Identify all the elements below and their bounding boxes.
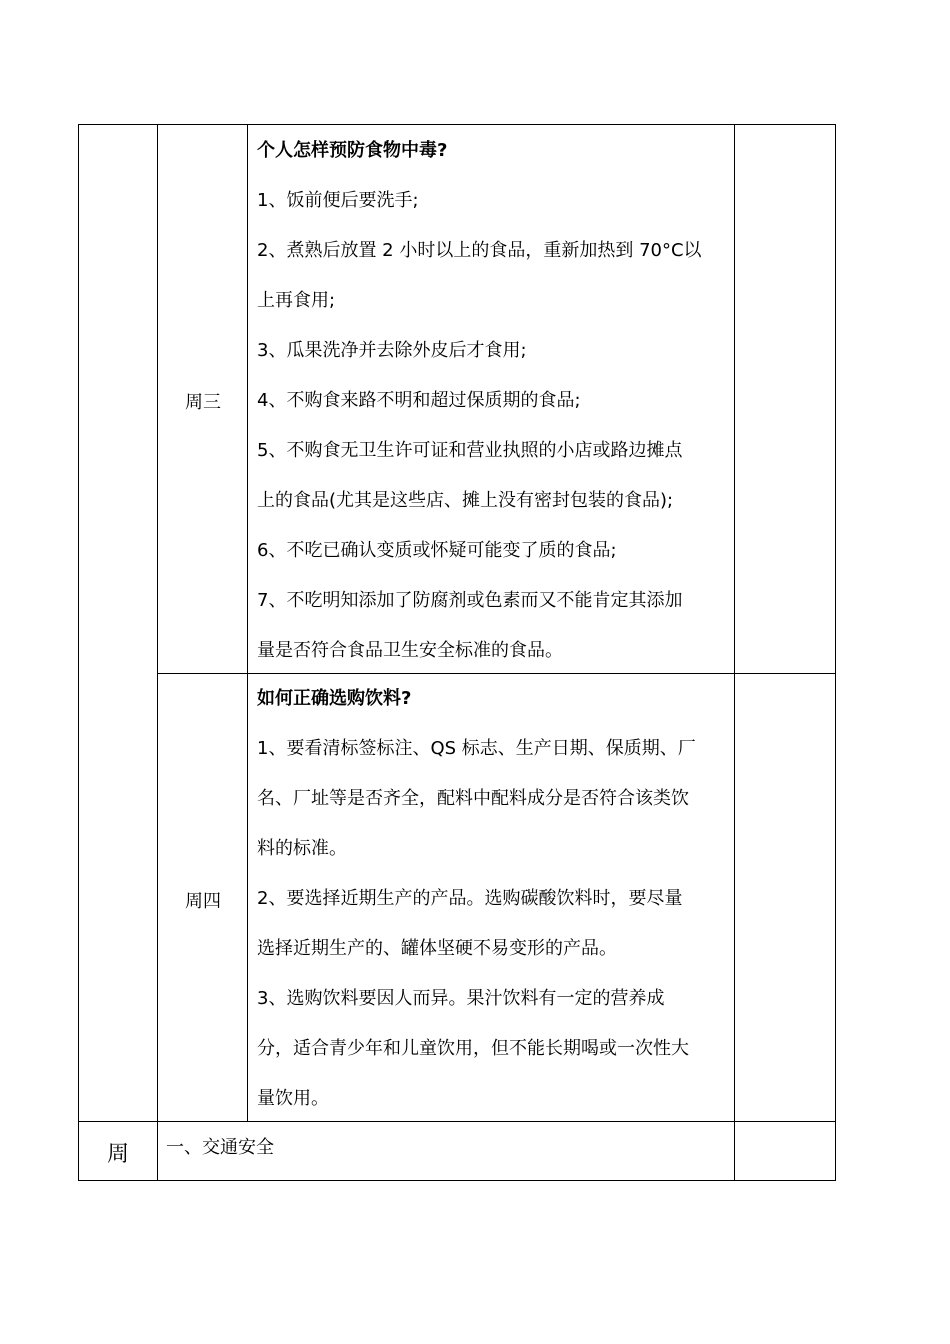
- text-line: 3、选购饮料要因人而异。果汁饮料有一定的营养成: [257, 988, 665, 1009]
- text-line: 1、要看清标签标注、QS 标志、生产日期、保质期、厂: [257, 738, 696, 759]
- column-divider: [734, 124, 735, 1181]
- text-line: 料的标准。: [257, 838, 347, 859]
- content-cell-thursday: [257, 674, 732, 1124]
- section-heading: 个人怎样预防食物中毒?: [257, 140, 448, 161]
- day-label-wednesday: 周三: [185, 392, 221, 413]
- text-line: 上的食品(尤其是这些店、摊上没有密封包装的食品);: [257, 490, 674, 511]
- table-border-bottom: [78, 1180, 836, 1181]
- column-divider: [247, 124, 248, 1122]
- text-line: 2、要选择近期生产的产品。选购碳酸饮料时，要尽量: [257, 888, 683, 909]
- footer-content-cell: 一、交通安全: [166, 1137, 274, 1158]
- text-line: 4、不购食来路不明和超过保质期的食品;: [257, 390, 581, 411]
- text-line: 5、不购食无卫生许可证和营业执照的小店或路边摊点: [257, 440, 683, 461]
- table-border-right: [835, 124, 836, 1181]
- text-line: 量是否符合食品卫生安全标准的食品。: [257, 640, 563, 661]
- text-line: 6、不吃已确认变质或怀疑可能变了质的食品;: [257, 540, 617, 561]
- text-line: 3、瓜果洗净并去除外皮后才食用;: [257, 340, 527, 361]
- text-line: 2、煮熟后放置 2 小时以上的食品，重新加热到 70°C以: [257, 240, 702, 261]
- text-line: 7、不吃明知添加了防腐剂或色素而又不能肯定其添加: [257, 590, 683, 611]
- text-line: 名、厂址等是否齐全，配料中配料成分是否符合该类饮: [257, 788, 689, 809]
- text-line: 上再食用;: [257, 290, 336, 311]
- week-label: 周: [106, 1142, 129, 1167]
- text-line: 选择近期生产的、罐体坚硬不易变形的产品。: [257, 938, 617, 959]
- column-divider: [157, 124, 158, 1181]
- table-border-top: [78, 124, 836, 125]
- content-cell-wednesday: [257, 126, 732, 676]
- text-line: 1、饭前便后要洗手;: [257, 190, 419, 211]
- table-border-left: [78, 124, 79, 1181]
- day-label-thursday: 周四: [185, 891, 221, 912]
- section-heading: 如何正确选购饮料?: [257, 688, 412, 709]
- text-line: 分，适合青少年和儿童饮用，但不能长期喝或一次性大: [257, 1038, 689, 1059]
- text-line: 量饮用。: [257, 1088, 329, 1109]
